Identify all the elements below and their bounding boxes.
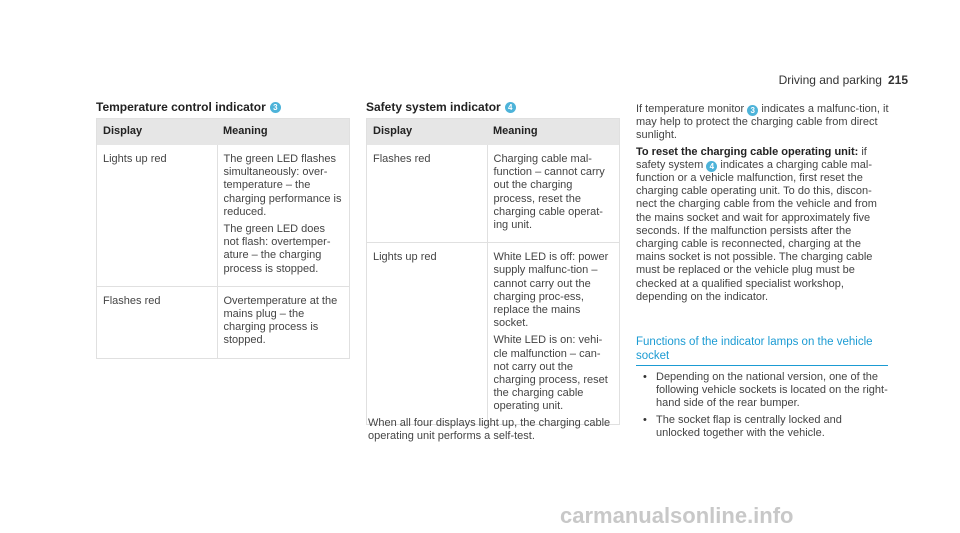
meaning-text: The green LED flashes simultaneously: over-temperature – the charging performance is reduced. — [223, 153, 342, 218]
right-column-text — [636, 103, 890, 304]
marker-3-icon: 3 — [747, 105, 758, 116]
indicator-lamps-subheading: Functions of the indicator lamps on the vehicle socket — [636, 335, 888, 366]
list-item: • The socket flap is centrally locked and unlocked together with the vehicle. — [636, 414, 888, 440]
meaning-cell — [487, 145, 620, 243]
safety-table-title — [366, 100, 516, 114]
marker-4-icon: 4 — [505, 102, 516, 113]
display-cell: Flashes red — [367, 145, 488, 243]
marker-4-icon: 4 — [706, 161, 717, 172]
section-name: Driving and parking — [778, 73, 882, 87]
temp-table-title — [96, 100, 281, 114]
temp-title-text: Temperature control indicator — [96, 100, 266, 114]
meaning-text: The green LED does not flash: overtemper-ature – the charging process is stopped. — [223, 223, 331, 275]
paragraph-2 — [636, 146, 890, 304]
safety-title-text: Safety system indicator — [366, 100, 501, 114]
table-row — [367, 145, 620, 243]
table-row — [367, 243, 620, 424]
bullet-list — [636, 371, 888, 443]
display-cell: Lights up red — [97, 145, 218, 286]
safety-table — [366, 118, 620, 425]
col-display: Display — [97, 119, 218, 146]
display-cell: Lights up red — [367, 243, 488, 424]
p2-text-a: if safety system — [636, 145, 867, 171]
list-item: • Depending on the national version, one of the following vehicle sockets is located on the right-hand side of the rear bumper. — [636, 371, 888, 411]
p1-text-a: If temperature monitor — [636, 103, 745, 115]
table-row — [97, 145, 350, 286]
col-display: Display — [367, 119, 488, 146]
meaning-text: White LED is off: power supply malfunc-tion – cannot carry out the charging proc-ess, replace the mains socket. — [493, 251, 609, 330]
meaning-text: Charging cable mal-function – cannot carry out the charging process, reset the charging cable operat-ing unit. — [493, 153, 605, 232]
meaning-cell — [217, 145, 350, 286]
meaning-cell — [487, 243, 620, 424]
page-number: 215 — [887, 73, 908, 87]
marker-3-icon: 3 — [270, 102, 281, 113]
col-meaning: Meaning — [487, 119, 620, 146]
temp-table — [96, 118, 350, 359]
table-row — [97, 286, 350, 358]
page-header — [779, 73, 908, 87]
col-meaning: Meaning — [217, 119, 350, 146]
reset-heading: To reset the charging cable operating unit: — [636, 145, 859, 158]
paragraph-1 — [636, 103, 890, 143]
p1-text-b: indicates a malfunc-tion, it may help to protect the charging cable from direct sunlight. — [636, 103, 889, 142]
watermark: carmanualsonline.info — [560, 503, 794, 528]
p2-text-b: indicates a charging cable mal-function or a vehicle malfunction, first reset the charging cable operating unit. To do this, discon-nect the charging cable from the vehicle and from the mains socket and wait for approximately five seconds. If the malfunction persists after the charging cable is reconnected, charging at the mains socket is not possible. The charging cable must be replaced or the vehicle plug must be checked at a qualified specialist workshop, depending on the indicator. — [636, 158, 877, 303]
self-test-note: When all four displays light up, the charging cable operating unit performs a self-test. — [368, 417, 611, 443]
meaning-cell — [217, 286, 350, 358]
display-cell: Flashes red — [97, 286, 218, 358]
meaning-text: Overtemperature at the mains plug – the charging process is stopped. — [223, 294, 338, 347]
meaning-text: White LED is on: vehi-cle malfunction – can-not carry out the charging process, reset the charging cable operating unit. — [493, 334, 608, 413]
